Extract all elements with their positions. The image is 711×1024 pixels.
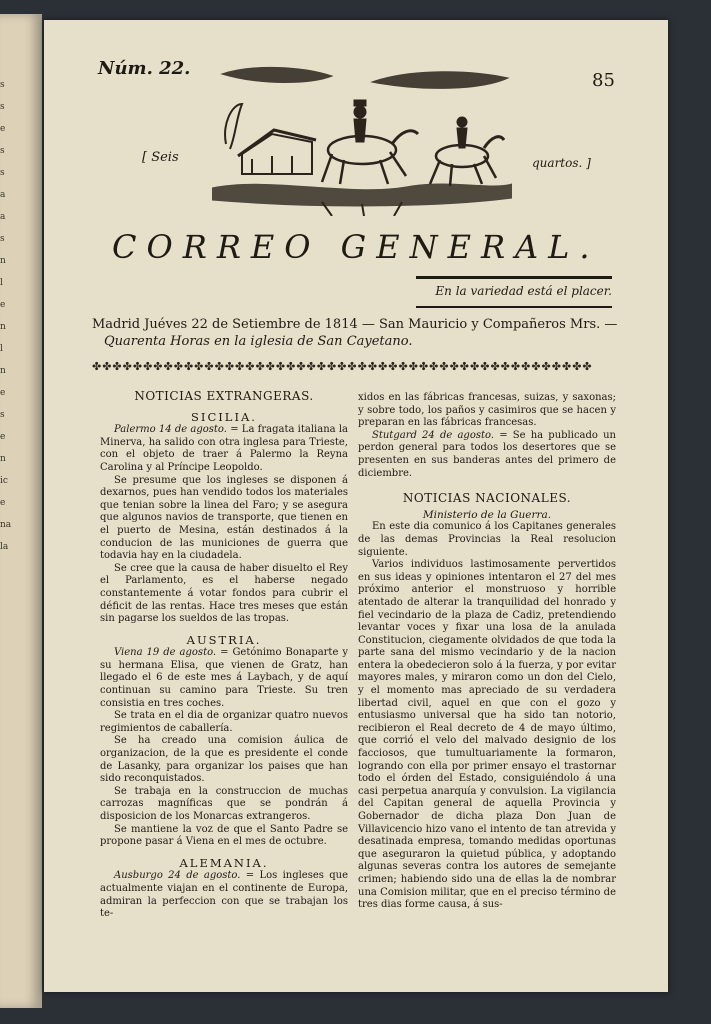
paragraph bbox=[100, 870, 348, 920]
paragraph: Se mantiene la voz de que el Santo Padre se propone pasar á Viena en el mes de octubre. bbox=[100, 823, 348, 848]
previous-page-margin-fragment: n bbox=[0, 454, 6, 464]
dateline-line-2: Quarenta Horas en la iglesia de San Cayetano. bbox=[104, 334, 413, 349]
previous-page-margin-fragment: a bbox=[0, 212, 6, 222]
previous-page-margin-fragment: n bbox=[0, 256, 6, 266]
previous-page-margin-fragment: s bbox=[0, 102, 5, 112]
previous-page-margin-fragment: e bbox=[0, 388, 6, 398]
previous-page-margin-fragment: na bbox=[0, 520, 12, 530]
motto-rule-bottom bbox=[416, 306, 612, 308]
previous-page-margin-fragment: l bbox=[0, 344, 3, 354]
previous-page-margin-fragment: n bbox=[0, 322, 6, 332]
article-text: = Se ha publicado un perdon general para todos los desertores que se presenten en sus banderas antes del primero de diciembre. bbox=[358, 429, 616, 479]
newspaper-page bbox=[44, 20, 668, 992]
previous-page-margin-fragment: s bbox=[0, 146, 5, 156]
previous-page-margin-fragment: s bbox=[0, 80, 5, 90]
previous-page-edge bbox=[0, 14, 42, 1008]
section-title-national-news: NOTICIAS NACIONALES. bbox=[402, 491, 572, 506]
previous-page-margin-fragment: s bbox=[0, 168, 5, 178]
article-dateline: Palermo 14 de agosto. bbox=[114, 424, 227, 436]
article-text: = La fragata italiana la Minerva, ha salido con otra inglesa para Trieste, con el objeto de traer á Palermo la Reyna Carolina y al Príncipe Leopoldo. bbox=[100, 424, 348, 473]
previous-page-margin-fragment: n bbox=[0, 366, 6, 376]
dateline-line-1: Madrid Juéves 22 de Setiembre de 1814 — San Mauricio y Compañeros Mrs. — bbox=[92, 317, 618, 332]
previous-page-margin-fragment: e bbox=[0, 498, 6, 508]
paragraph bbox=[358, 430, 616, 480]
ornamental-divider: ✤✤✤✤✤✤✤✤✤✤✤✤✤✤✤✤✤✤✤✤✤✤✤✤✤✤✤✤✤✤✤✤✤✤✤✤✤✤✤✤✤✤✤✤✤✤✤✤✤ bbox=[92, 360, 593, 373]
article-dateline: Ausburgo 24 de agosto. bbox=[114, 870, 241, 882]
previous-page-margin-fragment: la bbox=[0, 542, 9, 552]
left-column bbox=[100, 384, 348, 921]
article-text: = Los ingleses que actualmente viajan en el continente de Europa, admiran la perfeccion con que se trabajan los te- bbox=[100, 870, 348, 920]
price-left: [ Seis bbox=[142, 150, 179, 165]
heading-sicilia: SICILIA. bbox=[191, 409, 257, 424]
paragraph: Se cree que la causa de haber disuelto el Rey el Parlamento, es el haberse negado constantemente á votar fondos para cubrir el déficit de las rentas. Hace tres meses que están sin pagarse los sueldos de las tropas. bbox=[100, 562, 348, 625]
paragraph-continued: xidos en las fábricas francesas, suizas, y saxonas; y sobre todo, los paños y casimiros que se hacen y preparan en las fábricas francesas. bbox=[358, 392, 616, 429]
dateline bbox=[92, 316, 622, 350]
issue-number: Núm. 22. bbox=[98, 58, 191, 79]
paragraph bbox=[100, 424, 348, 474]
previous-page-margin-fragment: l bbox=[0, 278, 3, 288]
paragraph bbox=[100, 647, 348, 710]
section-title-foreign-news: NOTICIAS EXTRANGERAS. bbox=[134, 389, 314, 403]
previous-page-margin-fragment: s bbox=[0, 234, 5, 244]
paragraph: Se presume que los ingleses se disponen á dexarnos, pues han vendido todos los materiales que tenian sobre la linea del Faro; y se asegura que algunos navios de transporte, que tienen en el puerto de Mesina, están destinados á la conducion de las municiones de guerra que todavia hay en la ciudadela. bbox=[100, 474, 348, 562]
paragraph: Se trata en el dia de organizar quatro nuevos regimientos de caballería. bbox=[100, 710, 348, 734]
previous-page-margin-text bbox=[0, 74, 12, 558]
heading-ministerio: Ministerio de la Guerra. bbox=[422, 508, 552, 521]
article-dateline: Stutgard 24 de agosto. bbox=[372, 429, 495, 441]
masthead-title: CORREO GENERAL. bbox=[112, 228, 600, 266]
heading-alemania: ALEMANIA. bbox=[179, 855, 269, 870]
paragraph: Se ha creado una comision áulica de organizacion, de la que es presidente el conde de Lasanky, para organizar los paises que han sido reconquistados. bbox=[100, 735, 348, 785]
paragraph: En este dia comunico á los Capitanes generales de las demas Provincias la Real resolucion siguiente. bbox=[358, 521, 616, 558]
previous-page-margin-fragment: ic bbox=[0, 476, 8, 486]
motto-rule-top bbox=[416, 276, 612, 279]
previous-page-margin-fragment: e bbox=[0, 300, 6, 310]
previous-page-margin-fragment: a bbox=[0, 190, 6, 200]
heading-austria: AUSTRIA. bbox=[186, 632, 262, 647]
previous-page-margin-fragment: e bbox=[0, 124, 6, 134]
page-number: 85 bbox=[592, 70, 615, 91]
motto: En la variedad está el placer. bbox=[435, 284, 612, 298]
paragraph: Varios individuos lastimosamente pervertidos en sus ideas y opiniones intentaron el 27 del mes próximo anterior el monstruoso y horrible atentado de alterar la tranquilidad del honrado y fiel vecindario de la plaza de Cadiz, pretendiendo levantar voces y fixar una losa de la anulada Constitucion, ciegamente olvidados de que toda la parte sana del mismo vecindario y de la nacion entera la obedecieron solo á la fuerza, y por evitar mayores males, y miraron como un don del Cielo, y el momento mas apreciado de su verdadera libertad civil, aquel en que con el gozo y entusiasmo universal que ha sido tan notorio, recibieron el Real decreto de 4 de mayo último, que corrió el velo del malvado designio de los facciosos, que tumultuariamente la formaron, logrando con ella por primer ensayo el trastornar todo el órden del Estado, consiguiéndolo á una casi perpetua anarquía y convulsion. La vigilancia del Capitan general de aquella Provincia y Gobernador de dicha plaza Don Juan de Villavicencio hizo vano el intento de tan atrevida y desatinada empresa, tomando medidas oportunas que aseguraron la quietud pública, y adoptando algunas severas contra los autores de semejante crimen; habiendo sido una de ellas la de nombrar una Comision militar, que en el preciso término de tres dias forme causa, á sus- bbox=[358, 559, 616, 911]
previous-page-margin-fragment: s bbox=[0, 410, 5, 420]
article-dateline: Viena 19 de agosto. bbox=[114, 647, 217, 659]
paragraph: Se trabaja en la construccion de muchas carrozas magníficas que se pondrán á disposicion de los Monarcas extrangeros. bbox=[100, 785, 348, 822]
previous-page-margin-fragment: e bbox=[0, 432, 6, 442]
masthead-vignette-illustration bbox=[212, 64, 512, 216]
article-text: = Getónimo Bonaparte y su hermana Elisa, que vienen de Gratz, han llegado el 6 de este mes á Laybach, y de aquí continuan su camino para Trieste. Su tren consistia en tres coches. bbox=[100, 647, 348, 709]
right-column bbox=[358, 392, 616, 912]
price-right: quartos. ] bbox=[532, 156, 591, 170]
